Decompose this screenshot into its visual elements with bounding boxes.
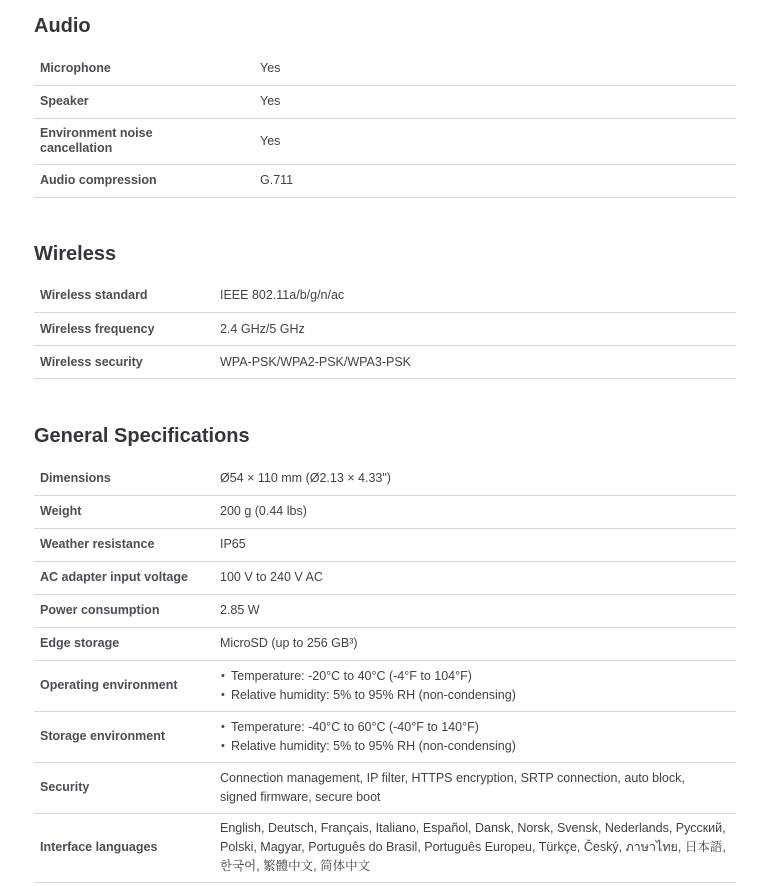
spec-page — [34, 0, 736, 883]
spec-label: Power consumption — [40, 603, 160, 617]
spec-value: IP65 — [220, 537, 246, 551]
general-spec-table — [34, 462, 736, 883]
spec-label: Wireless frequency — [40, 321, 155, 336]
spec-label: Audio compression — [40, 173, 157, 187]
spec-value: English, Deutsch, Français, Italiano, Español, Dansk, Norsk, Svensk, Nederlands, Русский, Polski, Magyar, Português do Brasil, Português Europeu, Türkçe, Český, ภาษาไทย, 日本語, 한국어, 繁體中文, 简体中文 — [220, 821, 726, 873]
spec-value: WPA-PSK/WPA2-PSK/WPA3-PSK — [220, 354, 412, 369]
spec-row-microphone — [34, 52, 736, 85]
spec-row-security — [34, 762, 736, 813]
spec-value: Yes — [260, 94, 281, 108]
spec-label: Dimensions — [40, 470, 111, 485]
bullet-item: • Relative humidity: 5% to 95% RH (non-condensing) — [220, 686, 736, 705]
audio-spec-table — [34, 52, 736, 198]
spec-row-edge-storage — [34, 627, 736, 660]
spec-value — [220, 711, 736, 762]
spec-row-ac-adapter-voltage — [34, 561, 736, 594]
section-title-audio: Audio — [34, 15, 91, 37]
spec-label: Security — [40, 780, 90, 794]
bullet-list — [220, 667, 736, 705]
bullet-item: • Temperature: -40°C to 60°C (-40°F to 140°F) — [220, 718, 736, 737]
spec-value: 2.4 GHz/5 GHz — [220, 321, 305, 336]
spec-row-noise-cancellation — [34, 118, 736, 164]
spec-row-weight — [34, 495, 736, 528]
spec-value: 100 V to 240 V AC — [220, 570, 323, 584]
spec-row-speaker — [34, 85, 736, 118]
spec-row-wireless-standard — [34, 280, 736, 313]
spec-row-audio-compression — [34, 164, 736, 197]
spec-value — [220, 660, 736, 711]
spec-label: Edge storage — [40, 636, 120, 650]
spec-label: Storage environment — [40, 729, 166, 743]
spec-label: AC adapter input voltage — [40, 570, 188, 584]
spec-value: Ø54 × 110 mm (Ø2.13 × 4.33") — [220, 470, 391, 485]
spec-value: Yes — [260, 60, 281, 75]
spec-value: 2.85 W — [220, 603, 260, 617]
wireless-spec-table — [34, 280, 736, 380]
spec-label: Wireless standard — [40, 288, 148, 303]
spec-value: Yes — [260, 133, 281, 148]
bullet-item: • Temperature: -20°C to 40°C (-4°F to 104°F) — [220, 667, 736, 686]
spec-label: Microphone — [40, 60, 111, 75]
spec-label: Weight — [40, 504, 82, 518]
spec-row-dimensions — [34, 462, 736, 495]
spec-label: Environment noise cancellation — [40, 126, 153, 155]
spec-value: G.711 — [260, 173, 294, 187]
section-spacer — [34, 198, 736, 228]
spec-row-storage-environment — [34, 711, 736, 762]
spec-row-wireless-security — [34, 346, 736, 379]
section-spacer — [34, 379, 736, 410]
spec-row-power-consumption — [34, 594, 736, 627]
section-title-wireless: Wireless — [34, 242, 117, 265]
spec-label: Operating environment — [40, 678, 178, 692]
spec-label: Speaker — [40, 94, 89, 108]
spec-row-wireless-frequency — [34, 313, 736, 346]
spec-value: 200 g (0.44 lbs) — [220, 504, 307, 518]
spec-label: Weather resistance — [40, 537, 155, 551]
bullet-item: • Relative humidity: 5% to 95% RH (non-condensing) — [220, 737, 736, 756]
spec-label: Interface languages — [40, 840, 158, 854]
spec-row-weather-resistance — [34, 528, 736, 561]
spec-row-interface-languages — [34, 813, 736, 882]
spec-label: Wireless security — [40, 354, 143, 369]
bullet-list — [220, 718, 736, 756]
spec-row-operating-environment — [34, 660, 736, 711]
spec-value: MicroSD (up to 256 GB³) — [220, 636, 358, 650]
spec-value: IEEE 802.11a/b/g/n/ac — [220, 288, 345, 303]
section-title-general: General Specifications — [34, 425, 250, 447]
spec-value: Connection management, IP filter, HTTPS encryption, SRTP connection, auto block, signed firmware, secure boot — [220, 770, 685, 804]
